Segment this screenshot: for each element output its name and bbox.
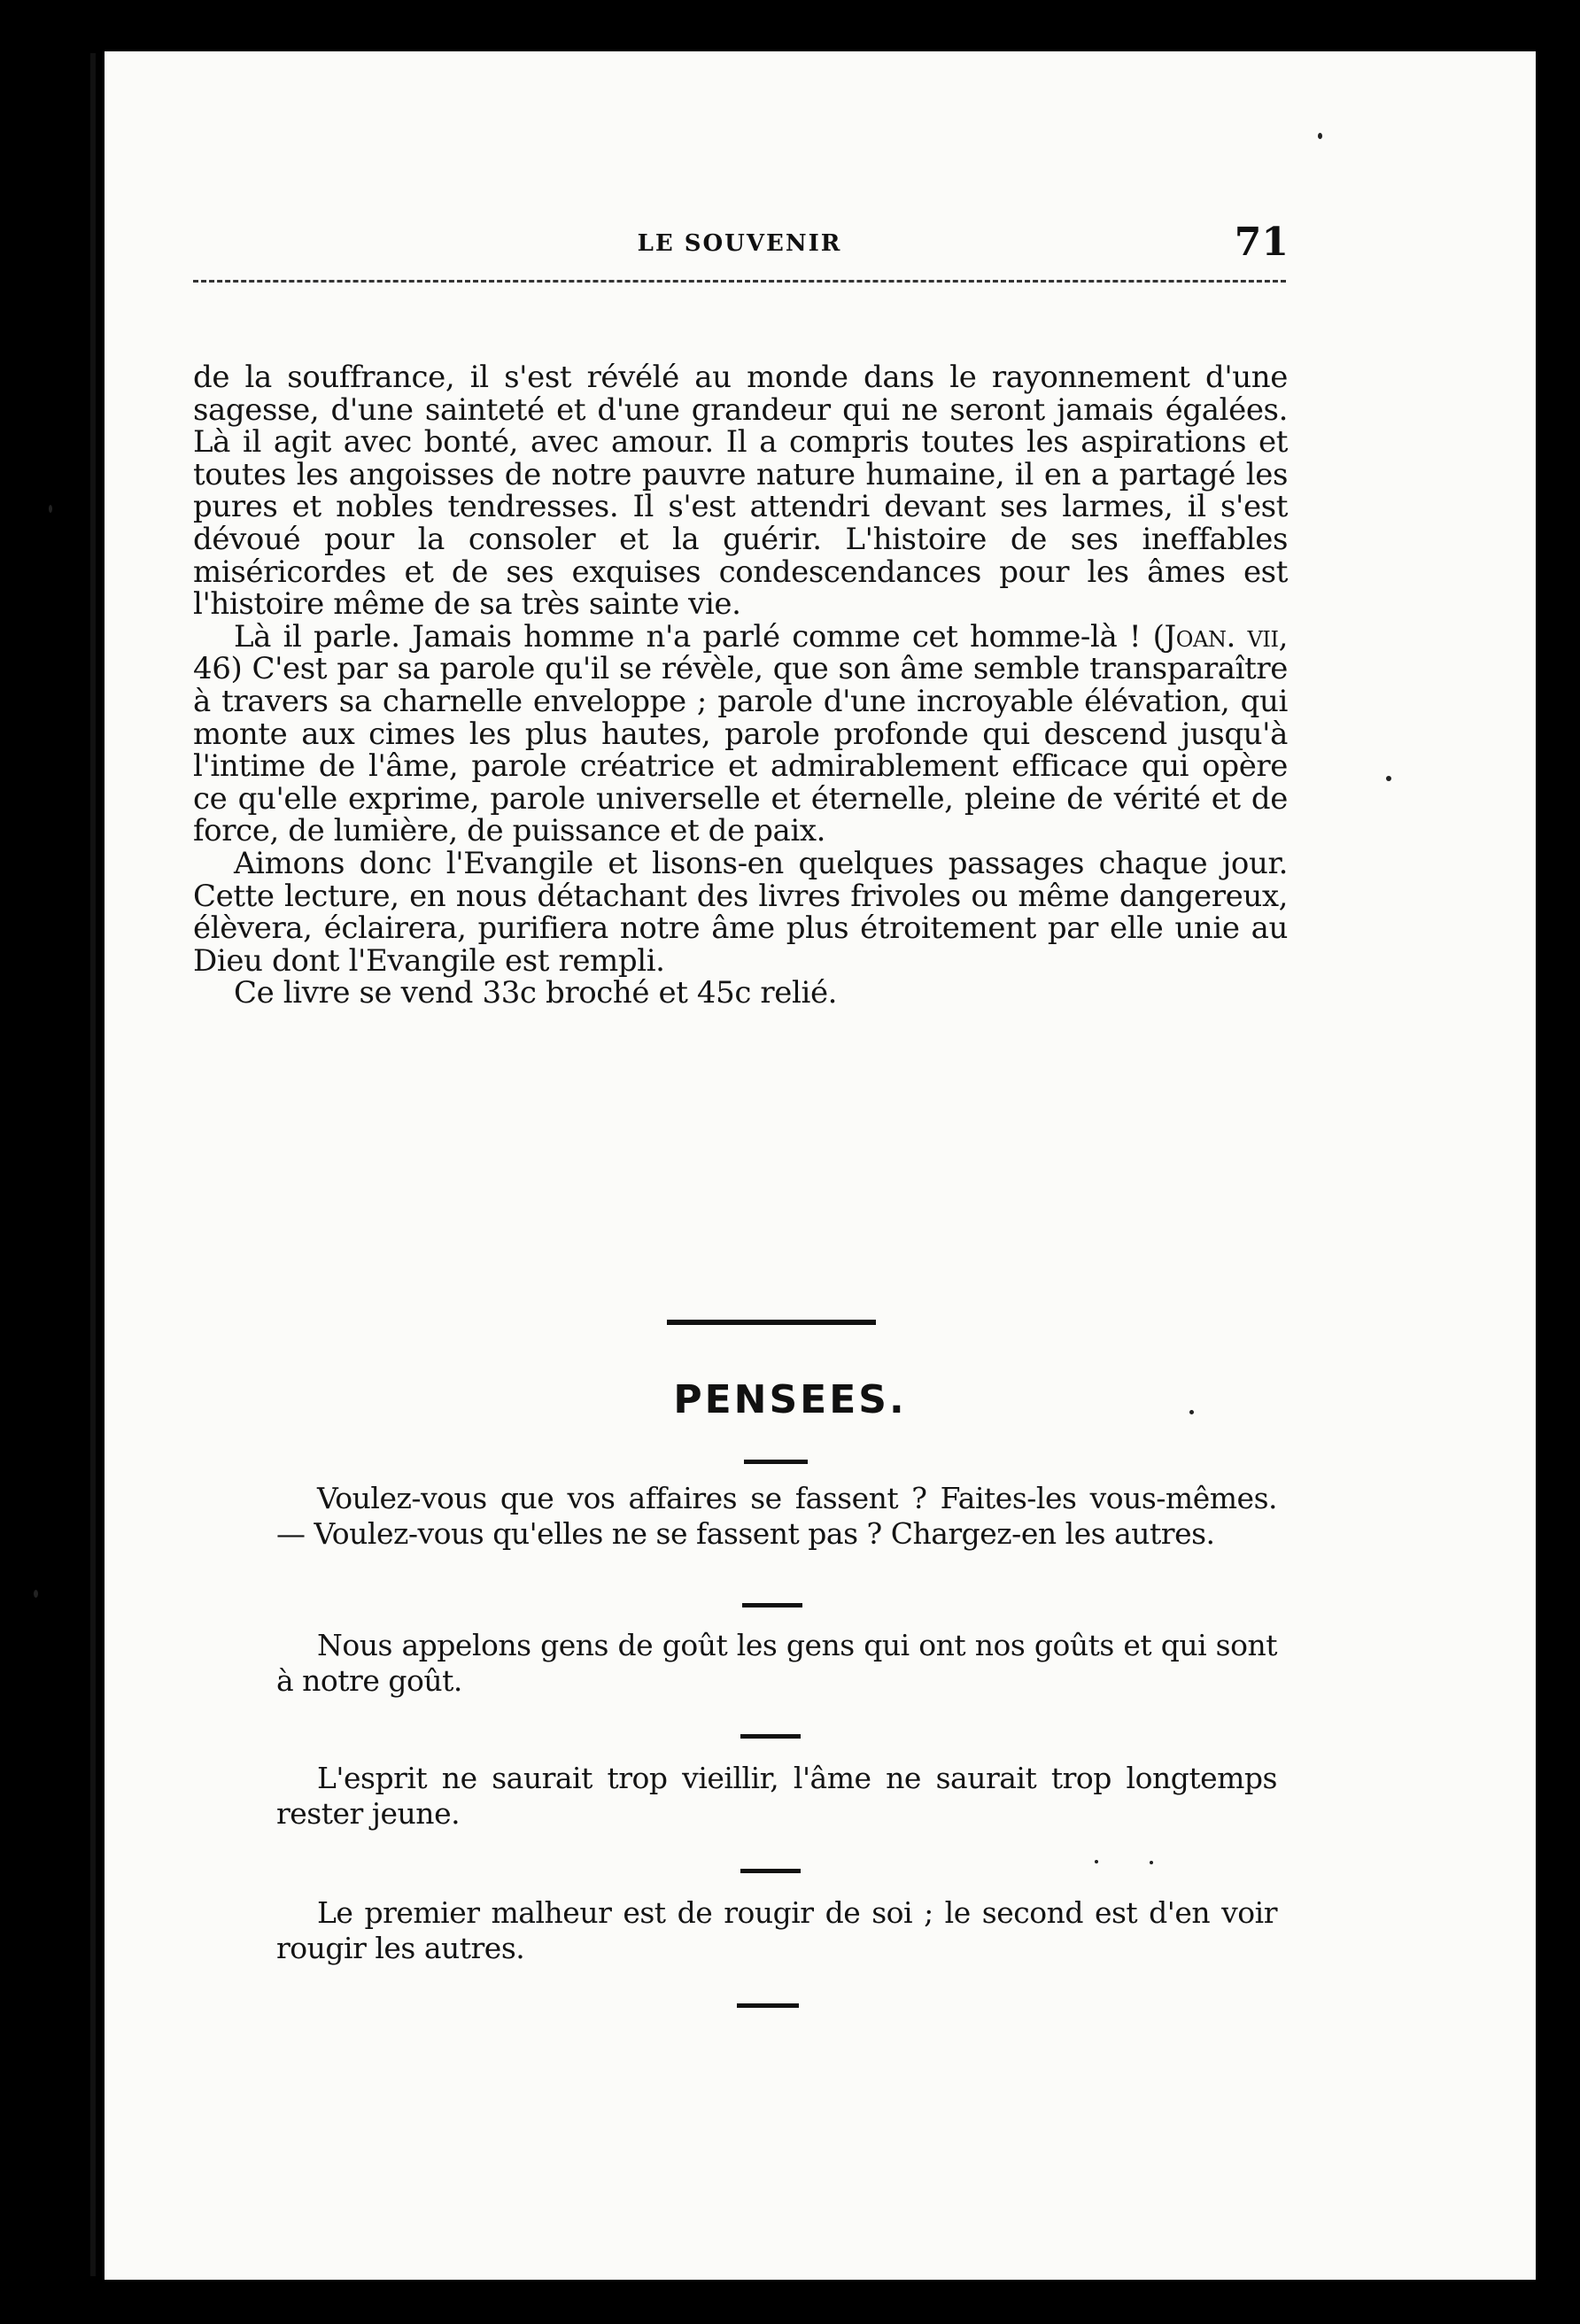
scan-speck	[1095, 1860, 1098, 1863]
page-number: 71	[1234, 220, 1289, 265]
paragraph: Aimons donc l'Evangile et lisons-en quelques passages chaque jour. Cette lecture, en nous détachant des livres frivoles ou même dangereux, élèvera, éclairera, purifiera notre âme plus étroitement par elle unie au Dieu dont l'Evangile est rempli.	[193, 845, 1288, 979]
pensee	[276, 1761, 1277, 1832]
pensee	[276, 1481, 1277, 1552]
page-edge-left	[90, 53, 96, 2276]
bible-citation: (Joan. vii, 46)	[193, 618, 1288, 687]
scan-speck	[1318, 133, 1322, 139]
paragraph: de la souffrance, il s'est révélé au monde dans le rayonnement d'une sagesse, d'une sainteté et d'une grandeur qui ne seront jamais égalées. Là il agit avec bonté, avec amour. Il a compris toutes les aspirations et toutes les angoisses de notre pauvre nature humaine, il en a partagé les pures et nobles tendresses. Il s'est attendri devant ses larmes, il s'est dévoué pour la consoler et la guérir. L'histoire de ses ineffables miséricordes et de ses exquises condescendances pour les âmes est l'histoire même de sa très sainte vie.	[193, 360, 1288, 623]
pensee-dash	[742, 1603, 802, 1607]
pensee-text: L'esprit ne saurait trop vieillir, l'âme ne saurait trop longtemps rester jeune.	[276, 1761, 1277, 1831]
running-head	[190, 220, 1289, 283]
end-dash	[737, 2003, 799, 2008]
header-rule	[193, 280, 1286, 283]
pensee	[276, 1895, 1277, 1966]
scan-speck	[1150, 1861, 1153, 1864]
paragraph	[193, 618, 1288, 849]
pensee-text: Voulez-vous que vos affaires se fassent ? Faites-les vous-mêmes. — Voulez-vous qu'elles ne se fassent pas ? Chargez-en les autres.	[276, 1481, 1277, 1551]
pensee	[276, 1628, 1277, 1699]
scan-speck	[1189, 1410, 1194, 1414]
section-separator	[667, 1320, 876, 1325]
running-head-title: LE SOUVENIR	[637, 230, 842, 257]
pensee-text: Nous appelons gens de goût les gens qui ont nos goûts et qui sont à notre goût.	[276, 1628, 1277, 1698]
pensee-dash	[740, 1734, 801, 1739]
heading-dash	[744, 1460, 808, 1464]
pensee-text: Le premier malheur est de rougir de soi ; le second est d'en voir rougir les autres.	[276, 1895, 1277, 1965]
paragraph-rest: C'est par sa parole qu'il se révèle, que son âme semble transparaître à travers sa charnelle enveloppe ; parole d'une incroyable élévation, qui monte aux cimes les plus hautes, parole profonde qui descend jusqu'à l'intime de l'âme, parole créatrice et admirablement efficace qui opère ce qu'elle exprime, parole universelle et éternelle, pleine de vérité et de force, de lumière, de puissance et de paix.	[193, 651, 1288, 849]
article-text	[193, 361, 1288, 1010]
price-line: Ce livre se vend 33c broché et 45c relié.	[234, 975, 838, 1011]
scan-speck	[34, 1590, 38, 1598]
scan-speck	[1386, 776, 1391, 781]
paragraph-start: Là il parle. Jamais homme n'a parlé comme cet homme-là !	[234, 618, 1142, 655]
pensee-dash	[740, 1869, 801, 1873]
scan-speck	[49, 505, 52, 513]
section-heading: PENSEES.	[673, 1377, 907, 1422]
